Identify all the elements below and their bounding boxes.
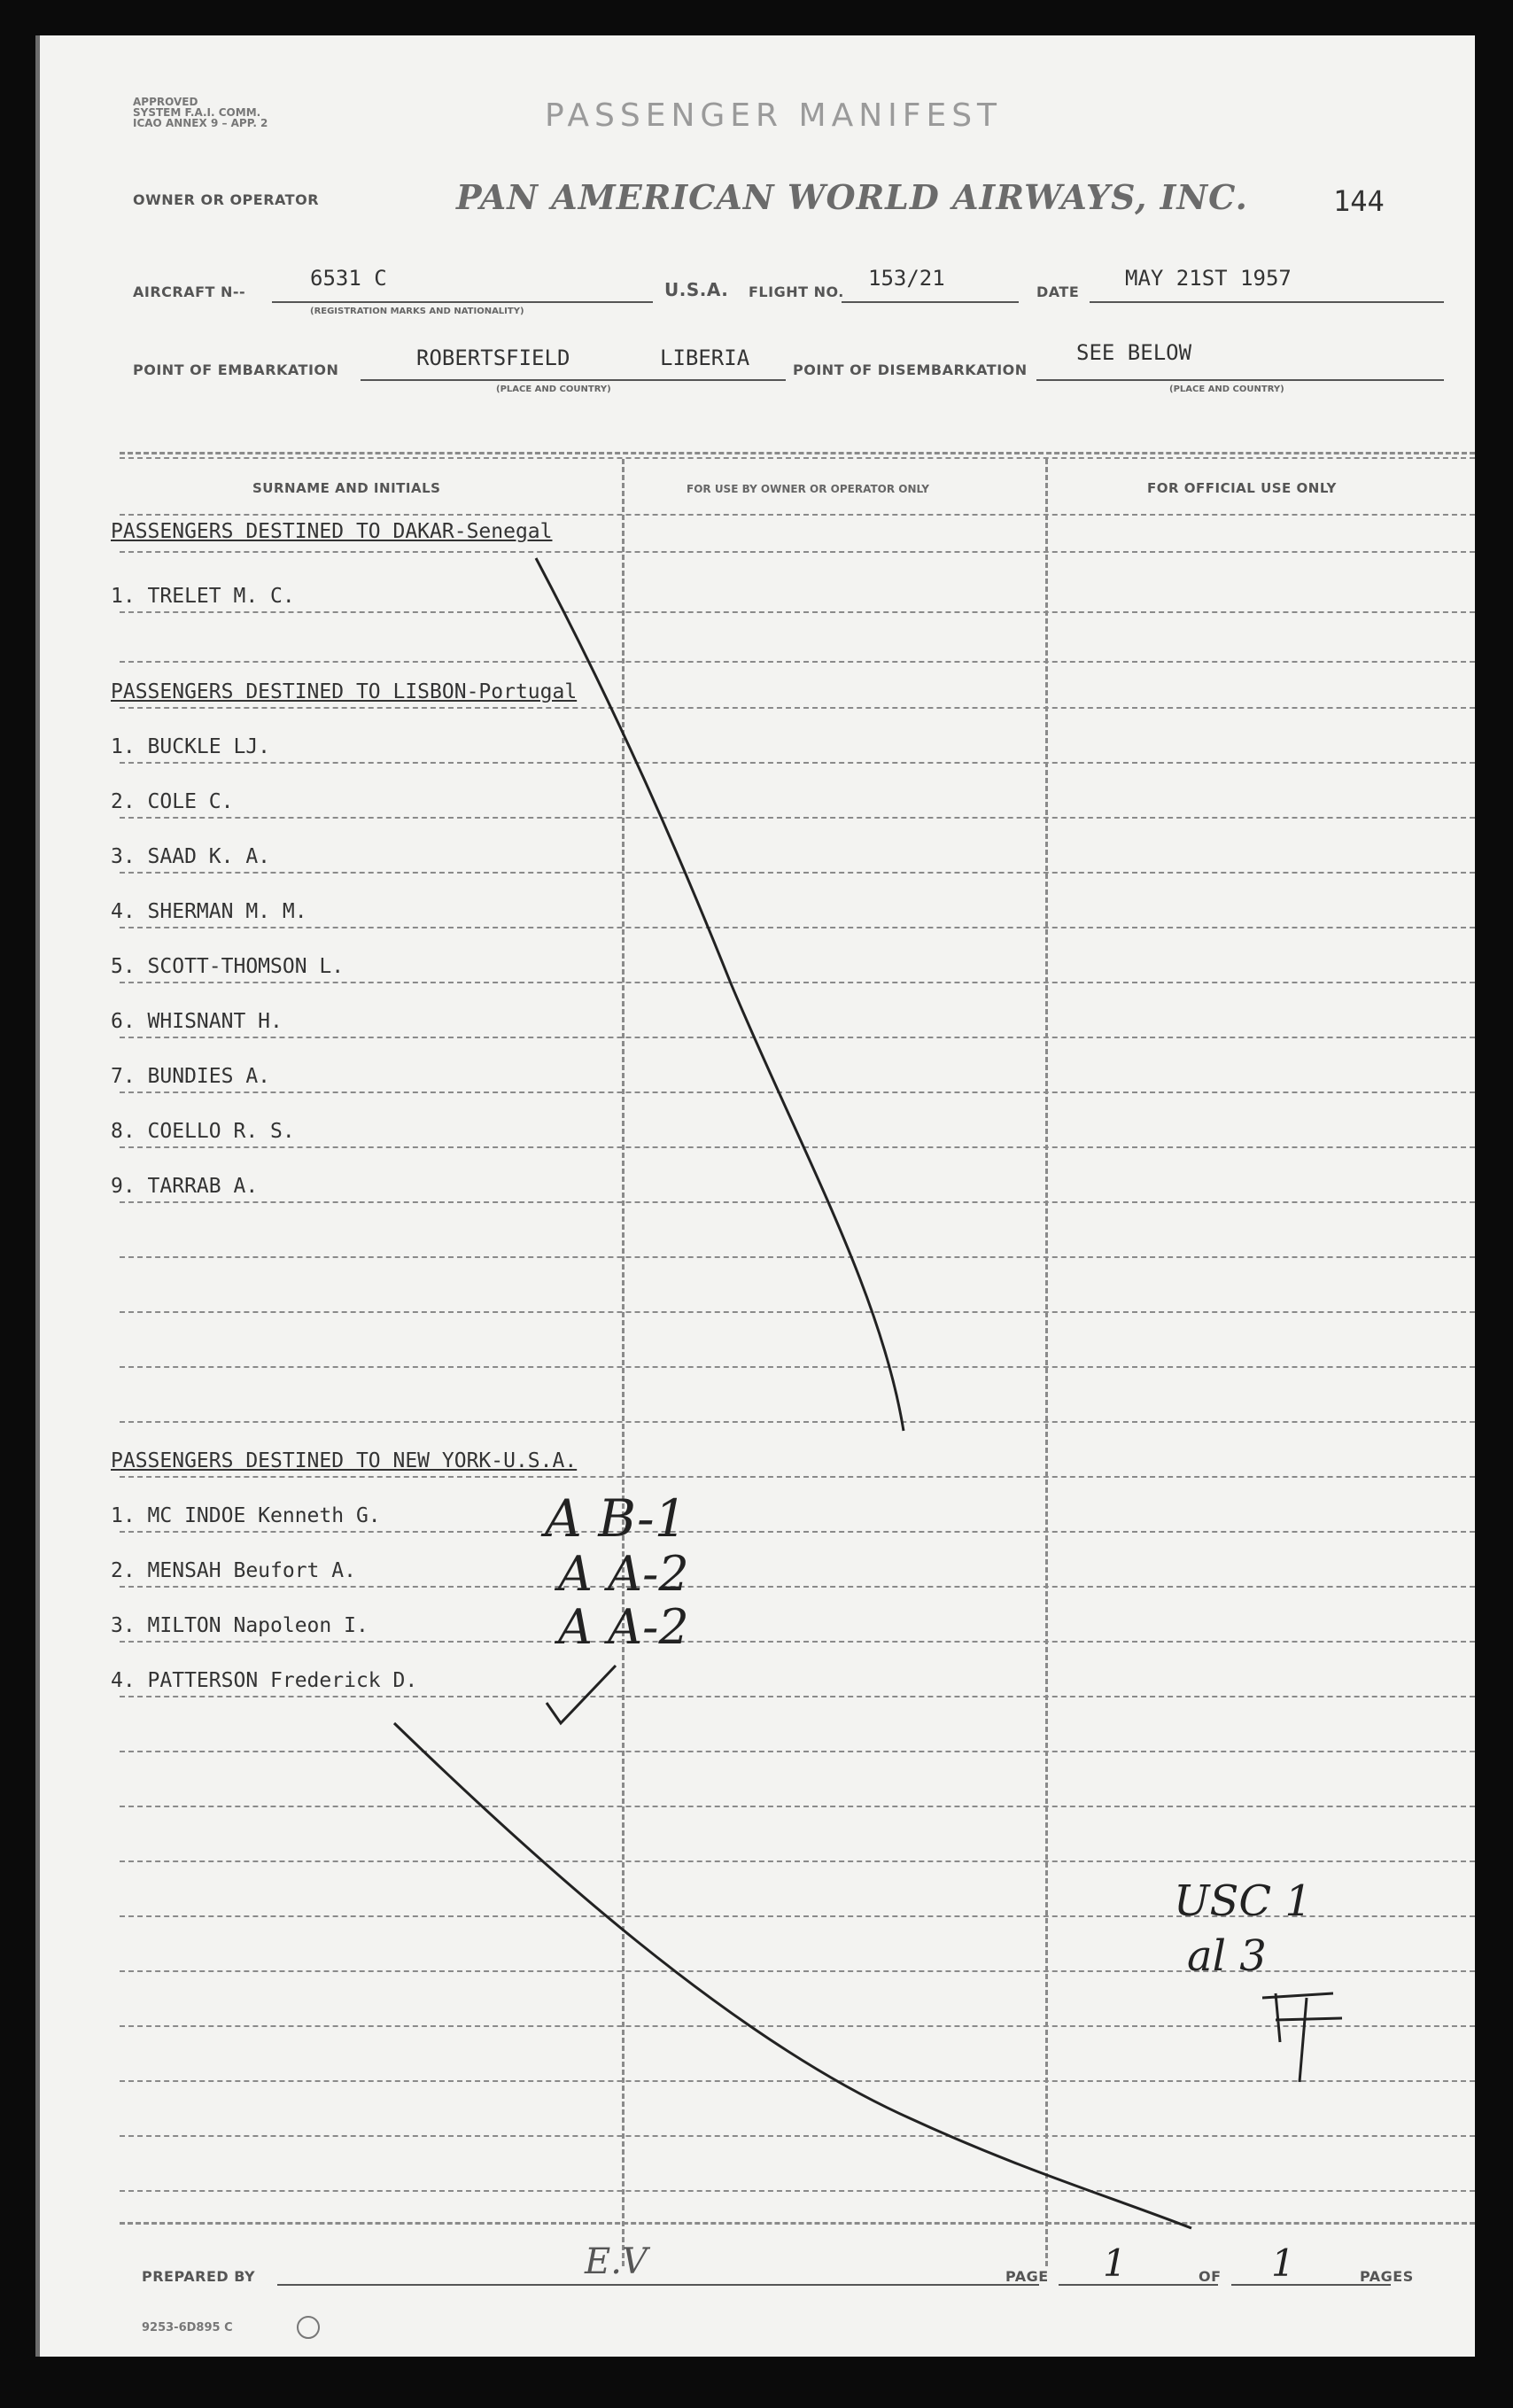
passenger-row: 2. COLE C. (111, 790, 234, 813)
section-heading-new-york: PASSENGERS DESTINED TO NEW YORK-U.S.A. (111, 1449, 578, 1472)
disembarkation-sub: (PLACE AND COUNTRY) (1169, 385, 1284, 394)
passenger-row: 9. TARRAB A. (111, 1175, 259, 1198)
passenger-row: 3. MILTON Napoleon I. (111, 1614, 369, 1637)
passenger-row: 1. MC INDOE Kenneth G. (111, 1504, 381, 1527)
check-mark-icon (547, 1666, 616, 1723)
pen-strokes (40, 35, 1479, 2357)
passenger-row: 6. WHISNANT H. (111, 1010, 283, 1033)
page-value: 1 (1103, 2241, 1127, 2285)
section-heading-lisbon: PASSENGERS DESTINED TO LISBON-Portugal (111, 680, 578, 703)
date-label: DATE (1036, 284, 1080, 300)
handwritten-note-1: A B-1 (545, 1488, 687, 1549)
handwritten-note-3: A A-2 (558, 1599, 689, 1655)
approval-line-3: ICAO ANNEX 9 – APP. 2 (133, 117, 268, 129)
pages-label: PAGES (1360, 2268, 1414, 2285)
cross-out-stroke-upper (536, 558, 904, 1431)
passenger-row: 1. TRELET M. C. (111, 585, 295, 608)
approval-line-2: SYSTEM F.A.I. COMM. (133, 106, 261, 119)
passenger-row: 5. SCOTT-THOMSON L. (111, 955, 345, 978)
page-number: 144 (1333, 184, 1385, 218)
page-title: PASSENGER MANIFEST (545, 97, 1003, 134)
approval-line-1: APPROVED (133, 96, 198, 108)
disembarkation-label: POINT OF DISEMBARKATION (793, 361, 1028, 378)
page-label: PAGE (1005, 2268, 1049, 2285)
aircraft-sub: (REGISTRATION MARKS AND NATIONALITY) (310, 307, 524, 316)
handwritten-mark-icon (1262, 1993, 1342, 2082)
column-header-surname: SURNAME AND INITIALS (252, 480, 441, 496)
manifest-page (35, 35, 1475, 2357)
of-value: 1 (1271, 2241, 1295, 2285)
handwritten-al: al 3 (1187, 1931, 1267, 1981)
column-header-operator: FOR USE BY OWNER OR OPERATOR ONLY (687, 483, 929, 495)
owner-label: OWNER OR OPERATOR (133, 191, 320, 208)
handwritten-usc: USC 1 (1174, 1876, 1312, 1926)
flight-date: MAY 21ST 1957 (1125, 266, 1292, 291)
passenger-row: 4. SHERMAN M. M. (111, 900, 307, 923)
embarkation-label: POINT OF EMBARKATION (133, 361, 339, 378)
passenger-row: 3. SAAD K. A. (111, 845, 271, 868)
prepared-by-label: PREPARED BY (142, 2268, 256, 2285)
form-number: 9253-6D895 C (142, 2321, 233, 2334)
aircraft-country: U.S.A. (664, 279, 729, 300)
of-label: OF (1199, 2268, 1222, 2285)
passenger-row: 1. BUCKLE LJ. (111, 735, 271, 758)
prepared-by-initials: E.V (585, 2241, 648, 2282)
disembarkation-value: SEE BELOW (1076, 340, 1192, 365)
aircraft-registration: 6531 C (310, 266, 387, 291)
passenger-row: 8. COELLO R. S. (111, 1120, 295, 1143)
flight-number: 153/21 (868, 266, 945, 291)
section-heading-dakar: PASSENGERS DESTINED TO DAKAR-Senegal (111, 520, 553, 543)
column-header-official: FOR OFFICIAL USE ONLY (1147, 480, 1337, 496)
cross-out-stroke-lower (394, 1723, 1191, 2228)
embarkation-place: ROBERTSFIELD (416, 346, 570, 370)
operator-name: PAN AMERICAN WORLD AIRWAYS, INC. (456, 177, 1248, 217)
passenger-row: 4. PATTERSON Frederick D. (111, 1669, 418, 1692)
handwritten-note-2: A A-2 (558, 1546, 689, 1602)
flight-label: FLIGHT NO. (749, 284, 844, 300)
passenger-row: 7. BUNDIES A. (111, 1065, 271, 1088)
aircraft-label: AIRCRAFT N-- (133, 284, 246, 300)
passenger-row: 2. MENSAH Beufort A. (111, 1559, 356, 1582)
embarkation-sub: (PLACE AND COUNTRY) (496, 385, 611, 394)
embarkation-country: LIBERIA (660, 346, 750, 370)
